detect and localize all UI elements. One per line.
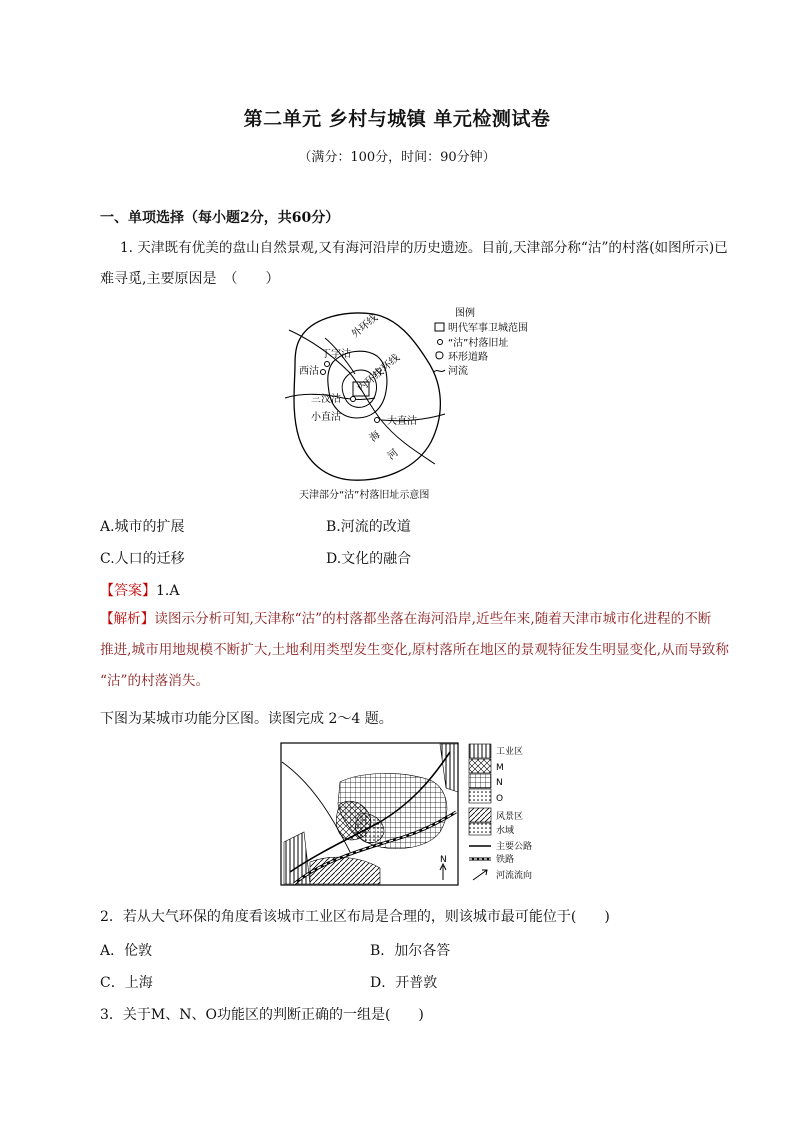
- legend-flow-icon: [473, 870, 487, 880]
- q1-stem-line1: 1. 天津既有优美的盘山自然景观,又有海河沿岸的历史遗迹。目前,天津部分称“沽”的村落(如图所示)已: [120, 240, 728, 256]
- village-dingzigu: [325, 362, 330, 367]
- answer-value: 1.A: [156, 583, 180, 599]
- q1-option-a[interactable]: A.城市的扩展: [100, 519, 185, 535]
- map-caption: 天津部分“沽”村落旧址示意图: [299, 490, 430, 501]
- q2-option-a[interactable]: A．伦敦: [100, 943, 153, 959]
- label-hai: 海: [367, 429, 383, 445]
- legend-scenic-swatch: [469, 808, 491, 822]
- analysis-line3: “沽”的村落消失。: [100, 673, 210, 689]
- label-he: 河: [385, 447, 401, 463]
- legend-item-village: “沽”村落旧址: [448, 338, 509, 349]
- legend-water: 水域: [496, 826, 515, 836]
- legend-item-river: 河流: [448, 366, 468, 377]
- analysis-text-1b: 随着天津市城市化进程的不断: [534, 611, 712, 627]
- legend-water-swatch: [469, 823, 491, 835]
- label-middle-ring: 中环线: [371, 352, 402, 381]
- q2-option-d[interactable]: D．开普敦: [370, 975, 438, 991]
- legend-industrial: 工业区: [496, 747, 524, 757]
- q2-option-b[interactable]: B．加尔各答: [370, 943, 451, 959]
- q2-option-c[interactable]: C．上海: [100, 975, 153, 991]
- legend-o: O: [496, 794, 504, 804]
- label-outer-ring: 外环线: [349, 312, 380, 341]
- legend-o-swatch: [469, 789, 491, 803]
- legend-title: 图例: [455, 308, 475, 319]
- legend-dot-icon: [438, 340, 443, 345]
- q1-option-d[interactable]: D.文化的融合: [326, 551, 412, 567]
- label-xiaozhigu: 小直沽: [311, 412, 341, 423]
- village-xigu: [321, 370, 326, 375]
- legend-ring-icon: [436, 352, 443, 359]
- north-label: N: [440, 855, 447, 865]
- label-dazhigu: 大直沽: [387, 416, 417, 427]
- analysis-line1: [100, 604, 725, 635]
- q1-answer: [100, 580, 179, 600]
- analysis-tag: 【解析】: [100, 611, 155, 627]
- city-zoning-figure: [280, 742, 550, 890]
- q1-analysis: [100, 604, 729, 697]
- legend-m: M: [496, 763, 504, 773]
- legend-item-ring: 环形道路: [448, 352, 488, 363]
- label-xigu: 西沽: [299, 366, 319, 377]
- village-sanchagu: [351, 397, 356, 402]
- section-heading: 一、单项选择（每小题2分，共60分）: [100, 210, 340, 226]
- legend-road: 主要公路: [496, 842, 533, 852]
- legend-rail: 铁路: [496, 855, 515, 865]
- q1-option-c[interactable]: C.人口的迁移: [100, 551, 185, 567]
- answer-tag: 【答案】: [100, 583, 156, 599]
- exam-info: （满分：100分，时间：90分钟）: [298, 150, 496, 165]
- q1-stem: [100, 233, 728, 264]
- legend-river-icon: [434, 370, 445, 372]
- analysis-text-1a: 读图示分析可知,天津称“沽”的村落都坐落在海河沿岸,近些年来,: [154, 611, 535, 627]
- legend-m-swatch: [469, 759, 491, 773]
- analysis-line2: 推进,城市用地规模不断扩大,土地利用类型发生变化,原村落所在地区的景观特征发生明显变化,从而导致称: [100, 642, 729, 658]
- legend-n: N: [496, 778, 503, 788]
- label-dingzigu: 丁字沽: [321, 349, 351, 360]
- legend-rect-icon: [435, 323, 444, 331]
- page-title: 第二单元 乡村与城镇 单元检测试卷: [243, 108, 551, 130]
- q1-option-b[interactable]: B.河流的改道: [326, 519, 411, 535]
- q1-stem-line2: 难寻觅,主要原因是 （ ）: [100, 271, 280, 287]
- legend-n-swatch: [469, 774, 491, 788]
- tianjin-map-figure: [285, 302, 555, 502]
- legend-item-military: 明代军事卫城范围: [448, 323, 528, 334]
- legend-industrial-swatch: [469, 744, 491, 758]
- q3-stem: 3．关于M、N、O功能区的判断正确的一组是( ): [100, 1007, 424, 1023]
- legend-scenic: 风景区: [496, 812, 524, 822]
- intro-text: 下图为某城市功能分区图。读图完成 2～4 题。: [100, 711, 393, 727]
- village-dazhigu: [375, 418, 380, 423]
- label-inner-ring: 内环线: [355, 366, 386, 395]
- q2-stem: 2．若从大气环保的角度看该城市工业区布局是合理的，则该城市最可能位于( ): [100, 909, 610, 925]
- label-sanchagu: 三汊沽: [311, 394, 341, 405]
- legend-flow: 河流流向: [496, 871, 533, 881]
